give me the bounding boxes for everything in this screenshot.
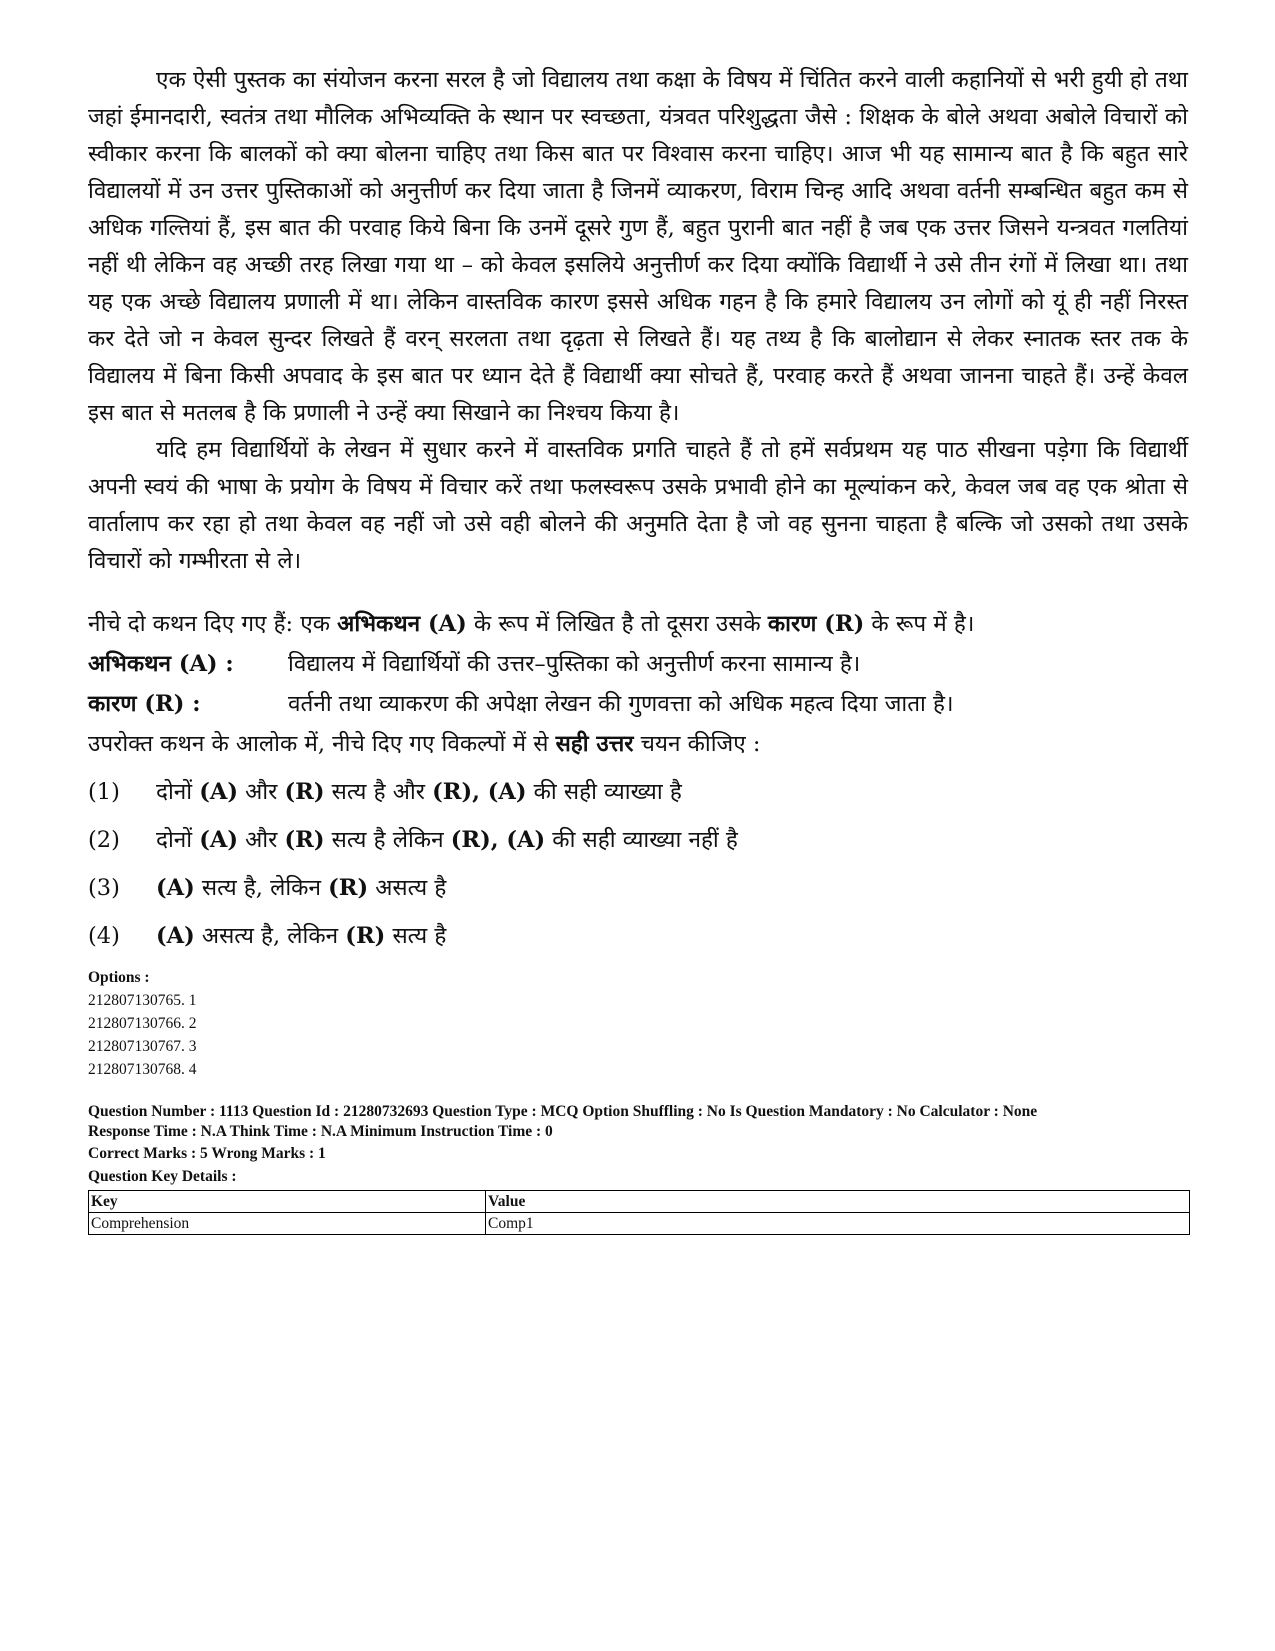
reason-term: कारण (R) <box>767 611 865 637</box>
meta-line-1: Question Number : 1113 Question Id : 21280732693 Question Type : MCQ Option Shuffling : No Is Question Mandatory : No Calculator : None <box>88 1103 1038 1120</box>
table-row <box>89 1213 1190 1235</box>
table-header-row <box>89 1191 1190 1213</box>
option-id-2: 212807130766. 2 <box>88 1015 197 1032</box>
meta-line-2: Response Time : N.A Think Time : N.A Minimum Instruction Time : 0 <box>88 1123 553 1140</box>
key-details-heading: Question Key Details : <box>88 1168 237 1185</box>
key-details-table <box>88 1190 1190 1235</box>
option-id-3: 212807130767. 3 <box>88 1038 197 1055</box>
options-list <box>88 966 1188 1081</box>
question-meta <box>88 1101 1188 1188</box>
table-header-value: Value <box>486 1191 1190 1213</box>
meta-line-3: Correct Marks : 5 Wrong Marks : 1 <box>88 1145 326 1162</box>
answer-choice-2: (2) दोनों (A) और (R) सत्य है लेकिन (R), (A) की सही व्याख्या नहीं है <box>88 827 738 853</box>
question-page <box>88 62 1188 1235</box>
assertion-text: विद्यालय में विद्यार्थियों की उत्तर–पुस्तिका को अनुत्तीर्ण करना सामान्य है। <box>288 651 861 677</box>
option-id-1: 212807130765. 1 <box>88 992 197 1009</box>
table-header-key: Key <box>89 1191 486 1213</box>
answer-choices <box>88 768 1188 960</box>
options-heading: Options : <box>88 969 150 986</box>
instruction: उपरोक्त कथन के आलोक में, नीचे दिए गए विकल्पों में से सही उत्तर चयन कीजिए : <box>88 731 761 757</box>
assertion-term: अभिकथन (A) <box>337 611 467 637</box>
passage-paragraph-2: यदि हम विद्यार्थियों के लेखन में सुधार करने में वास्तविक प्रगति चाहते हैं तो हमें सर्वप्रथम यह पाठ सीखना पड़ेगा कि विद्यार्थी अपनी स्वयं की भाषा के प्रयोग के विषय में विचार करें तथा फलस्वरूप उसके प्रभावी होने का मूल्यांकन करे, केवल जब वह एक श्रोता से वार्तालाप कर रहा हो तथा केवल वह नहीं जो उसे वही बोलने की अनुमति देता है जो वह सुनना चाहता है बल्कि जो उसको तथा उसके विचारों को गम्भीरता से ले। <box>88 437 1188 574</box>
assertion-statement <box>88 644 1188 684</box>
table-cell-key: Comprehension <box>89 1213 486 1235</box>
passage-paragraph-1: एक ऐसी पुस्तक का संयोजन करना सरल है जो विद्यालय तथा कक्षा के विषय में चिंतित करने वाली कहानियों से भरी हुयी हो तथा जहां ईमानदारी, स्वतंत्र तथा मौलिक अभिव्यक्ति के स्थान पर स्वच्छता, यंत्रवत परिशुद्धता जैसे : शिक्षक के बोले अथवा अबोले विचारों को स्वीकार करना कि बालकों को क्या बोलना चाहिए तथा किस बात पर विश्वास करना चाहिए। आज भी यह सामान्य बात है कि बहुत सारे विद्यालयों में उन उत्तर पुस्तिकाओं को अनुत्तीर्ण कर दिया जाता है जिनमें व्याकरण, विराम चिन्ह आदि अथवा वर्तनी सम्बन्धित बहुत कम से अधिक गल्तियां हैं, इस बात की परवाह किये बिना कि उनमें दूसरे गुण हैं, बहुत पुरानी बात नहीं है जब एक उत्तर जिसने यन्त्रवत गलतियां नहीं थी लेकिन वह अच्छी तरह लिखा गया था – को केवल इसलिये अनुत्तीर्ण कर दिया क्योंकि विद्यार्थी ने उसे तीन रंगों में लिखा था। तथा यह एक अच्छे विद्यालय प्रणाली में था। लेकिन वास्तविक कारण इससे अधिक गहन है कि हमारे विद्यालय उन लोगों को यूं ही नहीं निरस्त कर देते जो न केवल सुन्दर लिखते हैं वरन् सरलता तथा दृढ़ता से लिखते हैं। यह तथ्य है कि बालोद्यान से लेकर स्नातक स्तर तक के विद्यालय में बिना किसी अपवाद के इस बात पर ध्यान देते हैं विद्यार्थी क्या सोचते हैं, परवाह करते हैं अथवा जानना चाहते हैं। उन्हें केवल इस बात से मतलब है कि प्रणाली ने उन्हें क्या सिखाने का निश्चय किया है। <box>88 67 1188 426</box>
answer-choice-1: (1) दोनों (A) और (R) सत्य है और (R), (A) की सही व्याख्या है <box>88 779 682 805</box>
option-id-4: 212807130768. 4 <box>88 1061 197 1078</box>
answer-choice-3: (3) (A) सत्य है, लेकिन (R) असत्य है <box>88 875 447 901</box>
statement-intro: नीचे दो कथन दिए गए हैं: एक अभिकथन (A) के रूप में लिखित है तो दूसरा उसके कारण (R) के रूप में है। <box>88 611 975 637</box>
assertion-label: अभिकथन (A) : <box>88 651 234 677</box>
answer-choice-4: (4) (A) असत्य है, लेकिन (R) सत्य है <box>88 923 447 949</box>
correct-answer-term: सही उत्तर <box>555 731 634 757</box>
reason-label: कारण (R) : <box>88 691 201 717</box>
table-cell-value: Comp1 <box>486 1213 1190 1235</box>
reason-statement <box>88 684 1188 724</box>
reason-text: वर्तनी तथा व्याकरण की अपेक्षा लेखन की गुणवत्ता को अधिक महत्व दिया जाता है। <box>288 691 954 717</box>
